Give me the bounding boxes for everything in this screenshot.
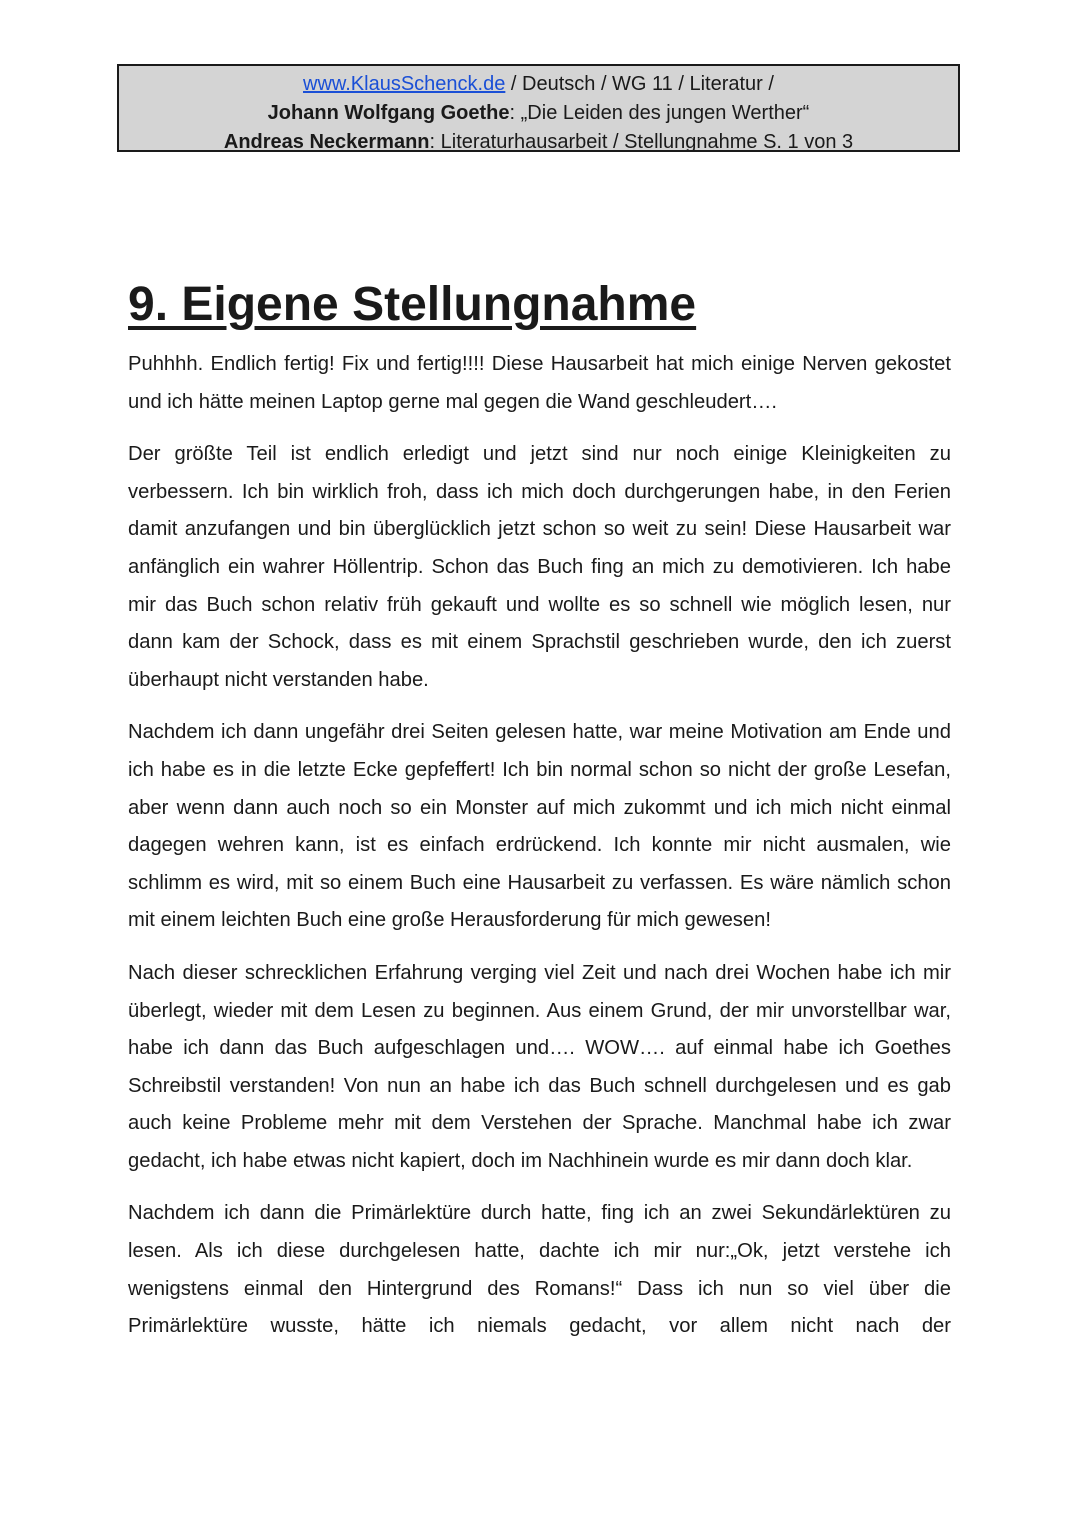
paragraph-1: Puhhhh. Endlich fertig! Fix und fertig!!!! Diese Hausarbeit hat mich einige Nerven gekostet und ich hätte meinen Laptop gerne mal gegen die Wand geschleudert….	[128, 353, 951, 413]
work-title: : „Die Leiden des jungen Werther“	[509, 102, 810, 124]
student-name: Andreas Neckermann	[223, 131, 430, 153]
header-line-1	[119, 70, 958, 99]
page-title: 9. Eigene Stellungnahme	[128, 278, 697, 331]
header-line-2	[119, 99, 958, 128]
paragraph-4: Nach dieser schrecklichen Erfahrung verging viel Zeit und nach drei Wochen habe ich mir überlegt, wieder mit dem Lesen zu beginnen. Aus einem Grund, der mir unvorstellbar war, habe ich dann das Buch aufgeschlagen und…. WOW…. auf einmal habe ich Goethes Schreibstil verstanden! Von nun an habe ich das Buch schnell durchgelesen und es gab auch keine Probleme mehr mit dem Verstehen der Sprache. Manchmal habe ich zwar gedacht, ich habe etwas nicht kapiert, doch im Nachhinein wurde es mir dann doch klar.	[128, 961, 951, 1172]
paragraph-3: Nachdem ich dann ungefähr drei Seiten gelesen hatte, war meine Motivation am Ende und ich habe es in die letzte Ecke gepfeffert! Ich bin normal schon so nicht der große Lesefan, aber wenn dann auch noch so ein Monster auf mich zukommt und ich mich nicht einmal dagegen wehren kann, ist es einfach erdrückend. Ich konnte mir nicht ausmalen, wie schlimm es wird, mit so einem Buch eine Hausarbeit zu verfassen. Es wäre nämlich schon mit einem leichten Buch eine große Herausforderung für mich gewesen!	[128, 721, 951, 932]
author-name: Johann Wolfgang Goethe	[267, 102, 510, 124]
header-line-3	[119, 128, 958, 157]
assignment-info: : Literaturhausarbeit / Stellungnahme S. 1 von 3	[429, 131, 854, 153]
paragraph-2: Der größte Teil ist endlich erledigt und jetzt sind nur noch einige Kleinigkeiten zu verbessern. Ich bin wirklich froh, dass ich mich doch durchgerungen habe, in den Ferien damit anzufangen und bin überglücklich jetzt schon so weit zu sein! Diese Hausarbeit war anfänglich ein wahrer Höllentrip. Schon das Buch fing an mich zu demotivieren. Ich habe mir das Buch schon relativ früh gekauft und wollte es so schnell wie möglich lesen, nur dann kam der Schock, dass es mit einem Sprachstil geschrieben wurde, den ich zuerst überhaupt nicht verstanden habe.	[128, 443, 951, 691]
breadcrumb-path: / Deutsch / WG 11 / Literatur /	[505, 73, 774, 95]
website-link[interactable]: www.KlausSchenck.de	[303, 73, 506, 95]
document-header	[117, 64, 960, 152]
paragraph-5: Nachdem ich dann die Primärlektüre durch hatte, fing ich an zwei Sekundärlektüren zu lesen. Als ich diese durchgelesen hatte, dachte ich mir nur:„Ok, jetzt verstehe ich wenigstens einmal den Hintergrund des Romans!“ Dass ich nun so viel über die Primärlektüre wusste, hätte ich niemals gedacht, vor allem nicht nach der	[128, 1202, 951, 1338]
body-text	[128, 346, 951, 1361]
